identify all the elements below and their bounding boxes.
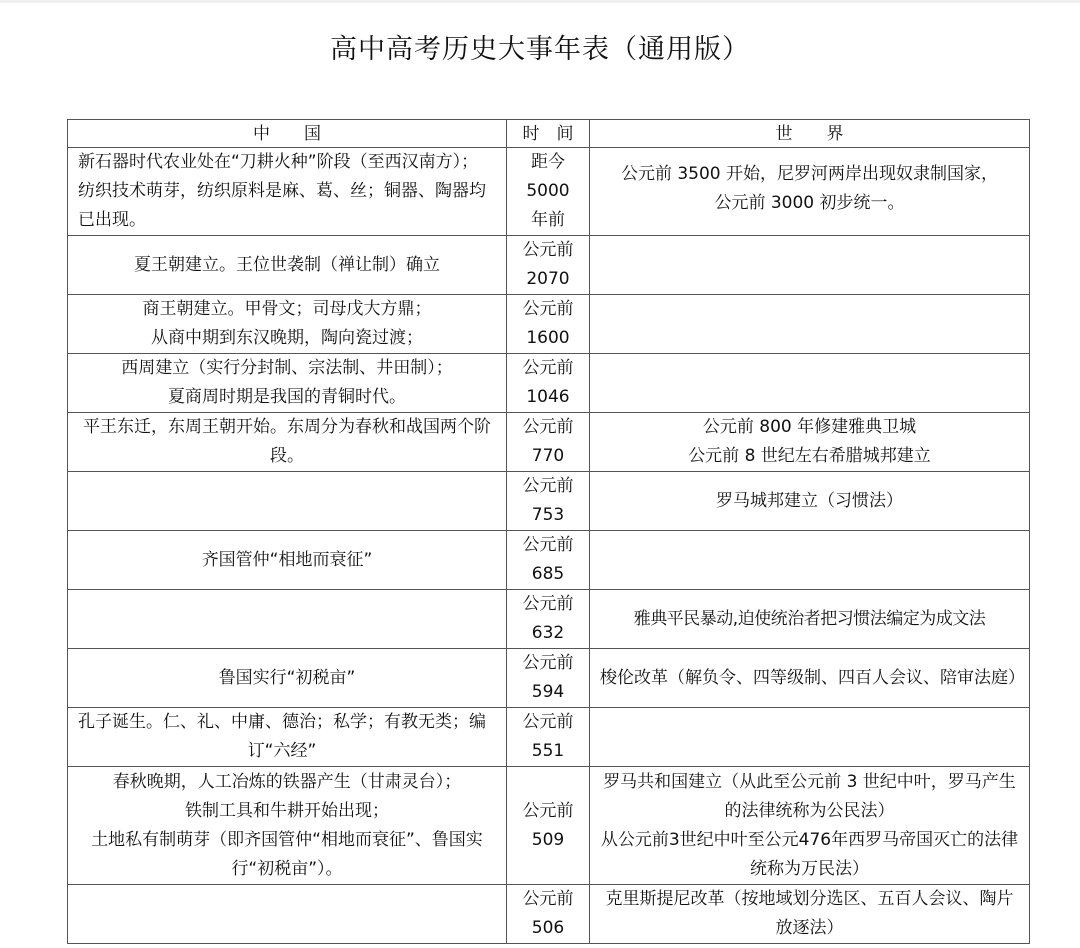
time-cell: 公元前 1600	[507, 295, 590, 354]
header-china: 中 国	[68, 120, 507, 148]
china-cell	[68, 885, 507, 944]
table-row	[68, 148, 1030, 236]
table-row	[68, 767, 1030, 885]
time-cell: 公元前 506	[507, 885, 590, 944]
top-divider	[0, 0, 1080, 3]
world-cell: 罗马共和国建立（从此至公元前 3 世纪中叶，罗马产生的法律统称为公民法） 从公元前3世纪中叶至公元476年西罗马帝国灭亡的法律统称为万民法）	[590, 767, 1030, 885]
world-cell	[590, 531, 1030, 590]
time-cell: 公元前 770	[507, 413, 590, 472]
header-time: 时 间	[507, 120, 590, 148]
header-world: 世 界	[590, 120, 1030, 148]
world-cell	[590, 708, 1030, 767]
table-row	[68, 590, 1030, 649]
world-cell: 罗马城邦建立（习惯法）	[590, 472, 1030, 531]
time-cell: 公元前 685	[507, 531, 590, 590]
time-cell: 公元前 594	[507, 649, 590, 708]
table-row	[68, 236, 1030, 295]
table-row	[68, 531, 1030, 590]
table-row	[68, 413, 1030, 472]
world-cell: 雅典平民暴动,迫使统治者把习惯法编定为成文法	[590, 590, 1030, 649]
china-cell: 平王东迁，东周王朝开始。东周分为春秋和战国两个阶段。	[68, 413, 507, 472]
time-cell: 公元前 2070	[507, 236, 590, 295]
world-cell: 克里斯提尼改革（按地域划分选区、五百人会议、陶片放逐法）	[590, 885, 1030, 944]
world-cell: 梭伦改革（解负令、四等级制、四百人会议、陪审法庭）	[590, 649, 1030, 708]
china-cell: 商王朝建立。甲骨文；司母戊大方鼎； 从商中期到东汉晚期，陶向瓷过渡；	[68, 295, 507, 354]
table-header-row	[68, 120, 1030, 148]
china-cell: 孔子诞生。仁、礼、中庸、德治；私学；有教无类；编订“六经”	[68, 708, 507, 767]
china-cell: 齐国管仲“相地而衰征”	[68, 531, 507, 590]
time-cell: 公元前 509	[507, 767, 590, 885]
world-cell: 公元前 3500 开始，尼罗河两岸出现奴隶制国家， 公元前 3000 初步统一。	[590, 148, 1030, 236]
time-cell: 公元前 551	[507, 708, 590, 767]
time-cell: 公元前 1046	[507, 354, 590, 413]
china-cell: 新石器时代农业处在“刀耕火种”阶段（至西汉南方）；纺织技术萌芽，纺织原料是麻、葛、丝；铜器、陶器均已出现。	[68, 148, 507, 236]
history-timeline-table	[67, 119, 1030, 944]
china-cell: 鲁国实行“初税亩”	[68, 649, 507, 708]
time-cell: 公元前 632	[507, 590, 590, 649]
table-row	[68, 472, 1030, 531]
world-cell	[590, 354, 1030, 413]
world-cell	[590, 236, 1030, 295]
table-row	[68, 354, 1030, 413]
world-cell: 公元前 800 年修建雅典卫城 公元前 8 世纪左右希腊城邦建立	[590, 413, 1030, 472]
document-title: 高中高考历史大事年表（通用版）	[330, 34, 750, 65]
china-cell: 春秋晚期，人工冶炼的铁器产生（甘肃灵台）； 铁制工具和牛耕开始出现； 土地私有制萌芽（即齐国管仲“相地而衰征”、鲁国实行“初税亩”）。	[68, 767, 507, 885]
china-cell	[68, 590, 507, 649]
time-cell: 距今 5000 年前	[507, 148, 590, 236]
table-row	[68, 885, 1030, 944]
table-row	[68, 708, 1030, 767]
table-row	[68, 295, 1030, 354]
china-cell: 西周建立（实行分封制、宗法制、井田制）； 夏商周时期是我国的青铜时代。	[68, 354, 507, 413]
china-cell: 夏王朝建立。王位世袭制（禅让制）确立	[68, 236, 507, 295]
world-cell	[590, 295, 1030, 354]
china-cell	[68, 472, 507, 531]
time-cell: 公元前 753	[507, 472, 590, 531]
table-row	[68, 649, 1030, 708]
